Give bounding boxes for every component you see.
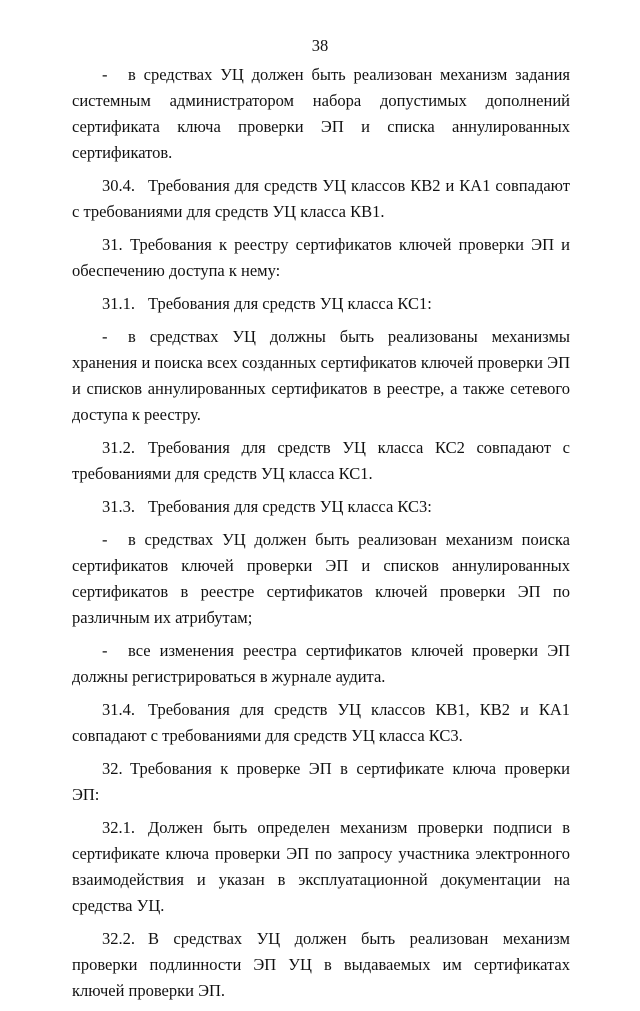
clause-number: 31.4.: [102, 700, 135, 719]
paragraph-bullet: [72, 527, 570, 631]
paragraph-text: все изменения реестра сертификатов ключей проверки ЭП должны регистрироваться в журнале аудита.: [72, 641, 570, 686]
paragraph-clause: [72, 926, 570, 1004]
clause-number: 32.2.: [102, 929, 135, 948]
paragraph-text: Требования к реестру сертификатов ключей проверки ЭП и обеспечению доступа к нему:: [72, 235, 570, 280]
paragraph-section: [72, 232, 570, 284]
paragraph-clause: [72, 435, 570, 487]
paragraph-clause: [72, 291, 570, 317]
paragraph-section: [72, 756, 570, 808]
paragraph-text: Требования для средств УЦ классов КВ1, КВ2 и КА1 совпадают с требованиями для средств УЦ класса КС3.: [72, 700, 570, 745]
paragraph-clause: [72, 815, 570, 919]
paragraph-text: в средствах УЦ должен быть реализован механизм поиска сертификатов ключей проверки ЭП и списков аннулированных сертификатов в реестре сертификатов ключей проверки ЭП по различным их атрибутам;: [72, 530, 570, 627]
clause-number: 31.3.: [102, 497, 135, 516]
paragraph-text: Требования для средств УЦ класса КС2 совпадают с требованиями для средств УЦ класса КС1.: [72, 438, 570, 483]
paragraph-text: в средствах УЦ должен быть реализован механизм задания системным администратором набора допустимых дополнений сертификата ключа проверки ЭП и списка аннулированных сертификатов.: [72, 65, 570, 162]
paragraph-text: Требования для средств УЦ классов КВ2 и КА1 совпадают с требованиями для средств УЦ класса КВ1.: [72, 176, 570, 221]
paragraph-text: в средствах УЦ должны быть реализованы механизмы хранения и поиска всех созданных сертификатов ключей проверки ЭП и списков аннулированных сертификатов в реестре, а также сетевого доступа к реестру.: [72, 327, 570, 424]
bullet-marker: -: [102, 530, 108, 549]
paragraph-clause: [72, 173, 570, 225]
section-number: 32.: [102, 759, 123, 778]
paragraph-clause: [72, 494, 570, 520]
clause-number: 32.1.: [102, 818, 135, 837]
clause-number: 30.4.: [102, 176, 135, 195]
clause-number: 31.2.: [102, 438, 135, 457]
paragraph-clause: [72, 697, 570, 749]
section-number: 31.: [102, 235, 123, 254]
paragraph-text: Требования для средств УЦ класса КС3:: [148, 497, 432, 516]
paragraph-bullet: [72, 62, 570, 166]
bullet-marker: -: [102, 641, 108, 660]
paragraph-text: Должен быть определен механизм проверки подписи в сертификате ключа проверки ЭП по запросу участника электронного взаимодействия и указан в эксплуатационной документации на средства УЦ.: [72, 818, 570, 915]
clause-number: 31.1.: [102, 294, 135, 313]
paragraph-text: В средствах УЦ должен быть реализован механизм проверки подлинности ЭП УЦ в выдаваемых им сертификатах ключей проверки ЭП.: [72, 929, 570, 1000]
paragraph-bullet: [72, 324, 570, 428]
paragraph-text: Требования к проверке ЭП в сертификате ключа проверки ЭП:: [72, 759, 570, 804]
page-number: 38: [311, 36, 329, 55]
bullet-marker: -: [102, 65, 108, 84]
paragraph-text: Требования для средств УЦ класса КС1:: [148, 294, 432, 313]
bullet-marker: -: [102, 327, 108, 346]
paragraph-bullet: [72, 638, 570, 690]
document-body: [72, 62, 570, 1011]
